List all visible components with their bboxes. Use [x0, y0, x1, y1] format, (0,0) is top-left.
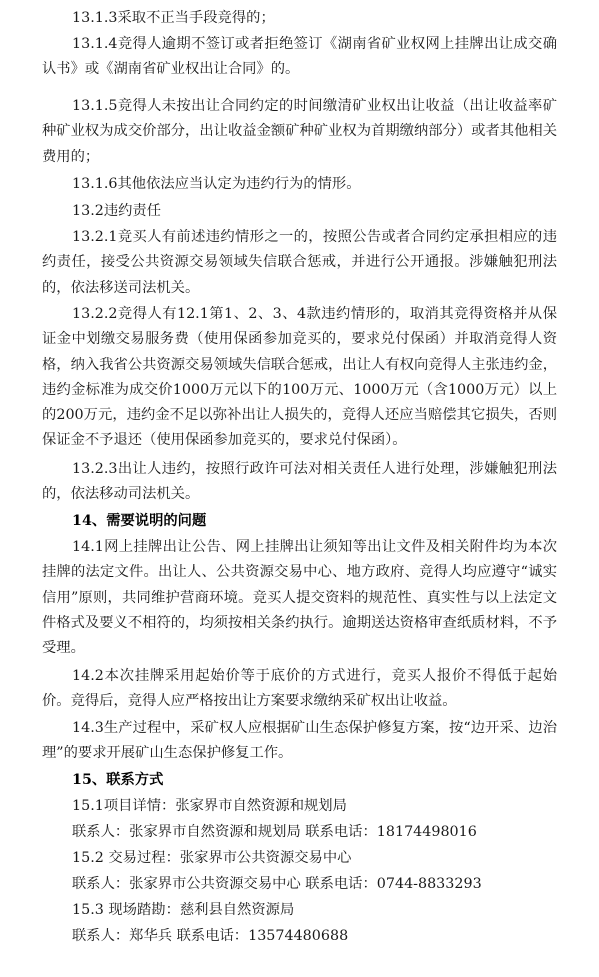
clause-13-1-5: 13.1.5竞得人未按出让合同约定的时间缴清矿业权出让收益（出让收益率矿种矿业权为成交价部分，出让收益金额矿种矿业权为首期缴纳部分）或者其他相关费用的；: [42, 98, 557, 165]
clause-13-2-1: 13.2.1竞买人有前述违约情形之一的，按照公告或者合同约定承担相应的违约责任，接受公共资源交易领域失信联合惩戒，并进行公开通报。涉嫌触犯刑法的，依法移送司法机关。: [42, 229, 557, 296]
contact-15-2-person: 联系人：张家界市公共资源交易中心 联系电话：0744-8833293: [72, 876, 482, 892]
clause-13-2-3: 13.2.3出让人违约，按照行政许可法对相关责任人进行处理，涉嫌触犯刑法的，依法移动司法机关。: [42, 461, 557, 503]
clause-13-1-6: 13.1.6其他依法应当认定为违约行为的情形。: [72, 176, 361, 192]
clause-13-1-3: 13.1.3采取不正当手段竞得的；: [72, 10, 275, 26]
contact-15-3-item: 15.3 现场踏勘：慈利县自然资源局: [72, 902, 295, 918]
clause-13-1-4: 13.1.4竞得人逾期不签订或者拒绝签订《湖南省矿业权网上挂牌出让成交确认书》或《湖南省矿业权出让合同》的。: [42, 36, 557, 78]
clause-14-1: 14.1网上挂牌出让公告、网上挂牌出让须知等出让文件及相关附件均为本次挂牌的法定文件。出让人、公共资源交易中心、地方政府、竞得人均应遵守“诚实信用”原则，共同维护营商环境。竞买人提交资料的规范性、真实性与以上法定文件格式及要义不相符的，均须按相关条约执行。逾期送达资格审查纸质材料，不予受理。: [42, 539, 557, 657]
clause-13-2-2: 13.2.2竞得人有12.1第1、2、3、4款违约情形的，取消其竞得资格并从保证金中划缴交易服务费（使用保函参加竞买的，要求兑付保函）并取消竞得人资格，纳入我省公共资源交易领域失信联合惩戒，出让人有权向竞得人主张违约金，违约金标准为成交价1000万元以下的100万元、1000万元（含1000万元）以上的200万元，违约金不足以弥补出让人损失的，竞得人还应当赔偿其它损失，否则保证金不予退还（使用保函参加竞买的，要求兑付保函）。: [42, 306, 557, 449]
contact-15-3-person: 联系人：郑华兵 联系电话：13574480688: [72, 928, 349, 944]
contact-15-2-item: 15.2 交易过程：张家界市公共资源交易中心: [72, 850, 352, 866]
clause-14-2: 14.2本次挂牌采用起始价等于底价的方式进行，竞买人报价不得低于起始价。竞得后，竞得人应严格按出让方案要求缴纳采矿权出让收益。: [42, 668, 557, 710]
clause-14-3: 14.3生产过程中，采矿权人应根据矿山生态保护修复方案，按“边开采、边治理”的要求开展矿山生态保护修复工作。: [42, 720, 557, 762]
section-14-heading: 14、需要说明的问题: [72, 513, 207, 529]
contact-15-1-person: 联系人：张家界市自然资源和规划局 联系电话：18174498016: [72, 824, 477, 840]
clause-13-2-heading: 13.2违约责任: [72, 203, 162, 219]
contact-15-1-item: 15.1项目详情：张家界市自然资源和规划局: [72, 798, 347, 814]
section-15-heading: 15、联系方式: [72, 772, 164, 788]
